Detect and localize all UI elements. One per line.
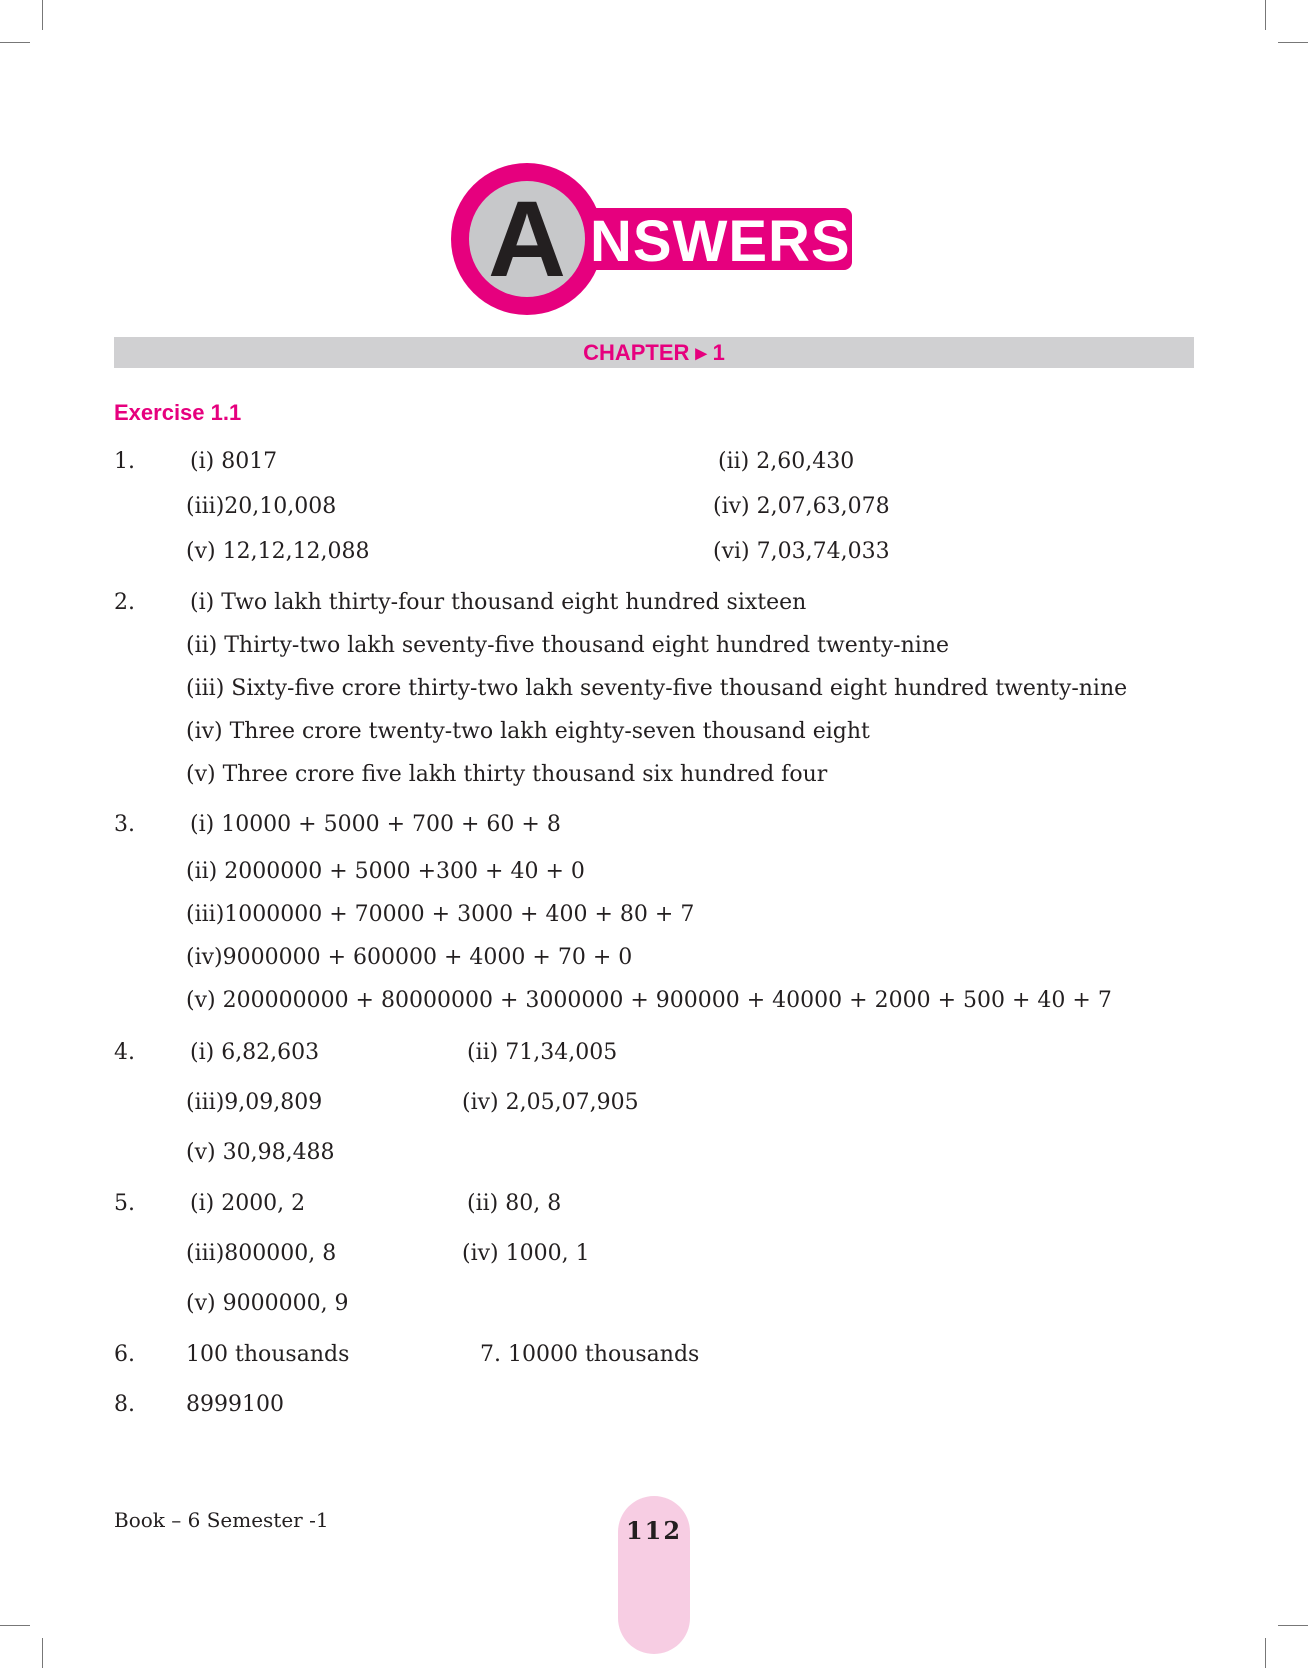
- answer-item: (iii)1000000 + 70000 + 3000 + 400 + 80 + 7: [186, 902, 695, 927]
- answer-item: 8999100: [186, 1392, 284, 1417]
- answer-item: (iii)800000, 8: [186, 1241, 337, 1266]
- answer-item: (vi) 7,03,74,033: [713, 539, 890, 564]
- answer-item: (i) 2000, 2: [190, 1191, 306, 1216]
- crop-mark: [42, 1638, 43, 1668]
- crop-mark: [1265, 1638, 1266, 1668]
- answer-item: (iv) 1000, 1: [462, 1241, 590, 1266]
- answer-item: (iii)20,10,008: [186, 494, 337, 519]
- answers-logo-word: NSWERS: [590, 209, 851, 274]
- answer-item: 100 thousands: [186, 1342, 350, 1367]
- crop-mark: [0, 1625, 30, 1626]
- answer-item: 7. 10000 thousands: [480, 1342, 700, 1367]
- answer-item: (ii) 2,60,430: [718, 449, 855, 474]
- question-number: 8.: [114, 1392, 135, 1417]
- answers-logo-letter: A: [488, 178, 566, 299]
- answer-item: (iii) Sixty-five crore thirty-two lakh seventy-five thousand eight hundred twenty-nine: [186, 676, 1128, 701]
- answer-item: (iii)9,09,809: [186, 1090, 323, 1115]
- answer-item: (iv) 2,05,07,905: [462, 1090, 639, 1115]
- answer-item: (ii) Thirty-two lakh seventy-five thousand eight hundred twenty-nine: [186, 633, 950, 658]
- crop-mark: [1265, 0, 1266, 30]
- answer-item: (ii) 71,34,005: [467, 1040, 618, 1065]
- question-number: 2.: [114, 590, 135, 615]
- answer-item: (v) 9000000, 9: [186, 1291, 349, 1316]
- question-number: 4.: [114, 1040, 135, 1065]
- question-number: 6.: [114, 1342, 135, 1367]
- page-number: 112: [625, 1516, 683, 1545]
- answer-item: (v) 30,98,488: [186, 1140, 335, 1165]
- crop-mark: [42, 0, 43, 30]
- answer-item: (iv) Three crore twenty-two lakh eighty-seven thousand eight: [186, 719, 870, 744]
- answer-item: (ii) 2000000 + 5000 +300 + 40 + 0: [186, 859, 585, 884]
- answer-item: (iv) 2,07,63,078: [713, 494, 890, 519]
- answer-item: (i) 8017: [190, 449, 278, 474]
- answer-item: (i) 10000 + 5000 + 700 + 60 + 8: [190, 812, 561, 837]
- answer-item: (ii) 80, 8: [467, 1191, 562, 1216]
- chapter-label: CHAPTER ▸ 1: [583, 340, 725, 365]
- answer-item: (i) Two lakh thirty-four thousand eight hundred sixteen: [190, 590, 807, 615]
- page-number-tab: [618, 1496, 690, 1654]
- footer-book-label: Book – 6 Semester -1: [114, 1508, 329, 1532]
- answer-item: (iv)9000000 + 600000 + 4000 + 70 + 0: [186, 945, 633, 970]
- answer-item: (v) 200000000 + 80000000 + 3000000 + 900000 + 40000 + 2000 + 500 + 40 + 7: [186, 988, 1112, 1013]
- answer-item: (v) Three crore five lakh thirty thousand six hundred four: [186, 762, 828, 787]
- question-number: 3.: [114, 812, 135, 837]
- question-number: 5.: [114, 1191, 135, 1216]
- answer-item: (i) 6,82,603: [190, 1040, 320, 1065]
- crop-mark: [0, 42, 30, 43]
- chapter-bar: [114, 337, 1194, 368]
- question-number: 1.: [114, 449, 135, 474]
- crop-mark: [1278, 1625, 1308, 1626]
- answer-item: (v) 12,12,12,088: [186, 539, 370, 564]
- exercise-title: Exercise 1.1: [114, 400, 242, 425]
- crop-mark: [1278, 42, 1308, 43]
